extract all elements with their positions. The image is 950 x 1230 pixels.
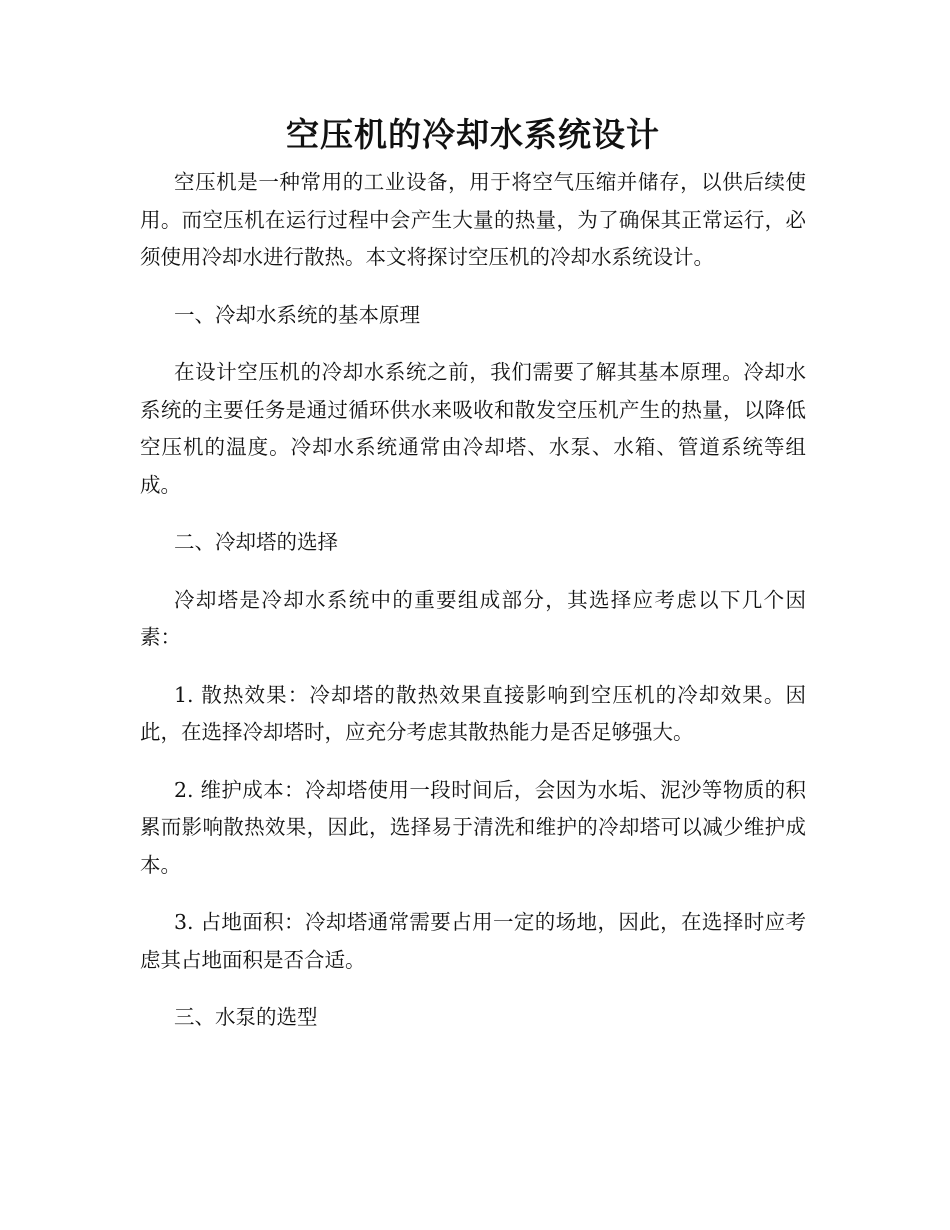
intro-paragraph: 空压机是一种常用的工业设备，用于将空气压缩并储存，以供后续使用。而空压机在运行过程中会产生大量的热量，为了确保其正常运行，必须使用冷却水进行散热。本文将探讨空压机的冷却水系统设计。 [140, 170, 806, 269]
factor-item-3: 3. 占地面积：冷却塔通常需要占用一定的场地，因此，在选择时应考虑其占地面积是否合适。 [140, 910, 806, 972]
document-page [140, 108, 806, 1057]
section-heading-2: 二、冷却塔的选择 [174, 530, 338, 554]
section-heading-1: 一、冷却水系统的基本原理 [174, 302, 420, 327]
principle-paragraph: 在设计空压机的冷却水系统之前，我们需要了解其基本原理。冷却水系统的主要任务是通过循环供水来吸收和散发空压机产生的热量，以降低空压机的温度。冷却水系统通常由冷却塔、水泵、水箱、管道系统等组成。 [140, 360, 806, 497]
section-heading-3: 三、水泵的选型 [174, 1005, 318, 1029]
factor-item-1: 1. 散热效果：冷却塔的散热效果直接影响到空压机的冷却效果。因此，在选择冷却塔时，应充分考虑其散热能力是否足够强大。 [140, 682, 806, 744]
tower-intro-paragraph: 冷却塔是冷却水系统中的重要组成部分，其选择应考虑以下几个因素： [140, 587, 806, 649]
factor-item-2: 2. 维护成本：冷却塔使用一段时间后，会因为水垢、泥沙等物质的积累而影响散热效果，因此，选择易于清洗和维护的冷却塔可以减少维护成本。 [140, 777, 806, 877]
document-title: 空压机的冷却水系统设计 [286, 115, 660, 154]
